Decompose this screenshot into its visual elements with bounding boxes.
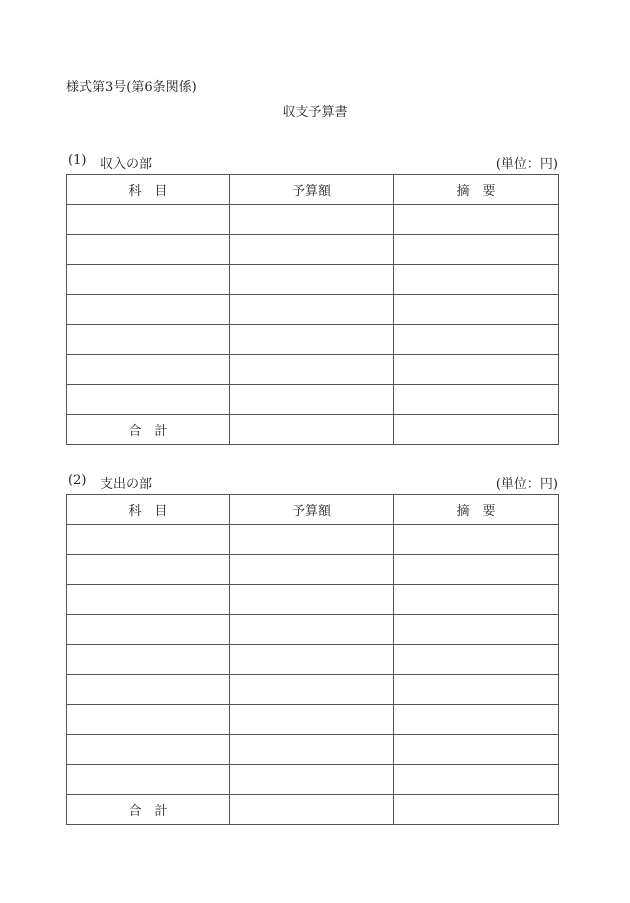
subject-cell[interactable]: [67, 325, 230, 355]
section-name: 収入の部: [100, 157, 153, 172]
budget-amount-cell[interactable]: [230, 265, 394, 295]
remarks-cell[interactable]: [394, 585, 559, 615]
remarks-cell[interactable]: [394, 705, 559, 735]
budget-amount-cell[interactable]: [230, 355, 394, 385]
subject-cell[interactable]: [67, 295, 230, 325]
subject-cell[interactable]: [67, 705, 230, 735]
budget-amount-cell[interactable]: [230, 645, 394, 675]
income-table: [66, 174, 559, 445]
remarks-cell[interactable]: [394, 235, 559, 265]
budget-amount-cell[interactable]: [230, 765, 394, 795]
table-row: [67, 735, 559, 765]
form-number-label: 様式第3号(第6条関係): [66, 80, 197, 95]
subject-cell[interactable]: [67, 645, 230, 675]
document-title: 収支予算書: [282, 105, 348, 120]
budget-amount-cell[interactable]: [230, 385, 394, 415]
budget-amount-cell[interactable]: [230, 615, 394, 645]
remarks-cell[interactable]: [394, 205, 559, 235]
remarks-cell[interactable]: [394, 265, 559, 295]
remarks-cell[interactable]: [394, 555, 559, 585]
table-row: [67, 235, 559, 265]
budget-amount-cell[interactable]: [230, 295, 394, 325]
subject-cell[interactable]: [67, 525, 230, 555]
table-row: [67, 385, 559, 415]
table-row: [67, 205, 559, 235]
subject-cell[interactable]: [67, 585, 230, 615]
income-section-header: [66, 153, 558, 171]
table-row: [67, 325, 559, 355]
column-header-subject: 科 目: [67, 495, 230, 525]
budget-amount-cell[interactable]: [230, 705, 394, 735]
total-remarks-cell[interactable]: [394, 415, 559, 445]
section-number: (1): [68, 153, 87, 168]
table-row: [67, 705, 559, 735]
budget-amount-cell[interactable]: [230, 675, 394, 705]
income-table-body: [67, 205, 559, 415]
total-amount-cell[interactable]: [230, 415, 394, 445]
table-row: [67, 555, 559, 585]
table-row: [67, 675, 559, 705]
column-header-budget: 予算額: [230, 495, 394, 525]
remarks-cell[interactable]: [394, 735, 559, 765]
subject-cell[interactable]: [67, 555, 230, 585]
total-remarks-cell[interactable]: [394, 795, 559, 825]
subject-cell[interactable]: [67, 265, 230, 295]
unit-label: (単位：円): [495, 477, 558, 492]
remarks-cell[interactable]: [394, 525, 559, 555]
total-label: 合 計: [67, 795, 230, 825]
subject-cell[interactable]: [67, 735, 230, 765]
budget-amount-cell[interactable]: [230, 325, 394, 355]
table-header-row: [67, 495, 559, 525]
table-row: [67, 615, 559, 645]
subject-cell[interactable]: [67, 355, 230, 385]
remarks-cell[interactable]: [394, 385, 559, 415]
table-row: [67, 355, 559, 385]
unit-label: (単位：円): [495, 157, 558, 172]
expense-section-header: [66, 473, 558, 491]
expense-table-body: [67, 525, 559, 795]
budget-amount-cell[interactable]: [230, 205, 394, 235]
total-row: [67, 415, 559, 445]
budget-amount-cell[interactable]: [230, 235, 394, 265]
subject-cell[interactable]: [67, 615, 230, 645]
table-row: [67, 265, 559, 295]
remarks-cell[interactable]: [394, 645, 559, 675]
section-name: 支出の部: [100, 477, 153, 492]
section-number: (2): [68, 473, 87, 488]
column-header-budget: 予算額: [230, 175, 394, 205]
table-row: [67, 585, 559, 615]
expense-table: [66, 494, 559, 825]
column-header-subject: 科 目: [67, 175, 230, 205]
budget-amount-cell[interactable]: [230, 735, 394, 765]
remarks-cell[interactable]: [394, 355, 559, 385]
table-header-row: [67, 175, 559, 205]
total-row: [67, 795, 559, 825]
table-row: [67, 525, 559, 555]
table-row: [67, 295, 559, 325]
column-header-remarks: 摘 要: [394, 495, 559, 525]
column-header-remarks: 摘 要: [394, 175, 559, 205]
subject-cell[interactable]: [67, 235, 230, 265]
total-amount-cell[interactable]: [230, 795, 394, 825]
subject-cell[interactable]: [67, 675, 230, 705]
remarks-cell[interactable]: [394, 295, 559, 325]
table-row: [67, 645, 559, 675]
total-label: 合 計: [67, 415, 230, 445]
subject-cell[interactable]: [67, 765, 230, 795]
subject-cell[interactable]: [67, 205, 230, 235]
subject-cell[interactable]: [67, 385, 230, 415]
budget-amount-cell[interactable]: [230, 525, 394, 555]
remarks-cell[interactable]: [394, 615, 559, 645]
remarks-cell[interactable]: [394, 325, 559, 355]
remarks-cell[interactable]: [394, 765, 559, 795]
remarks-cell[interactable]: [394, 675, 559, 705]
budget-amount-cell[interactable]: [230, 555, 394, 585]
table-row: [67, 765, 559, 795]
budget-amount-cell[interactable]: [230, 585, 394, 615]
